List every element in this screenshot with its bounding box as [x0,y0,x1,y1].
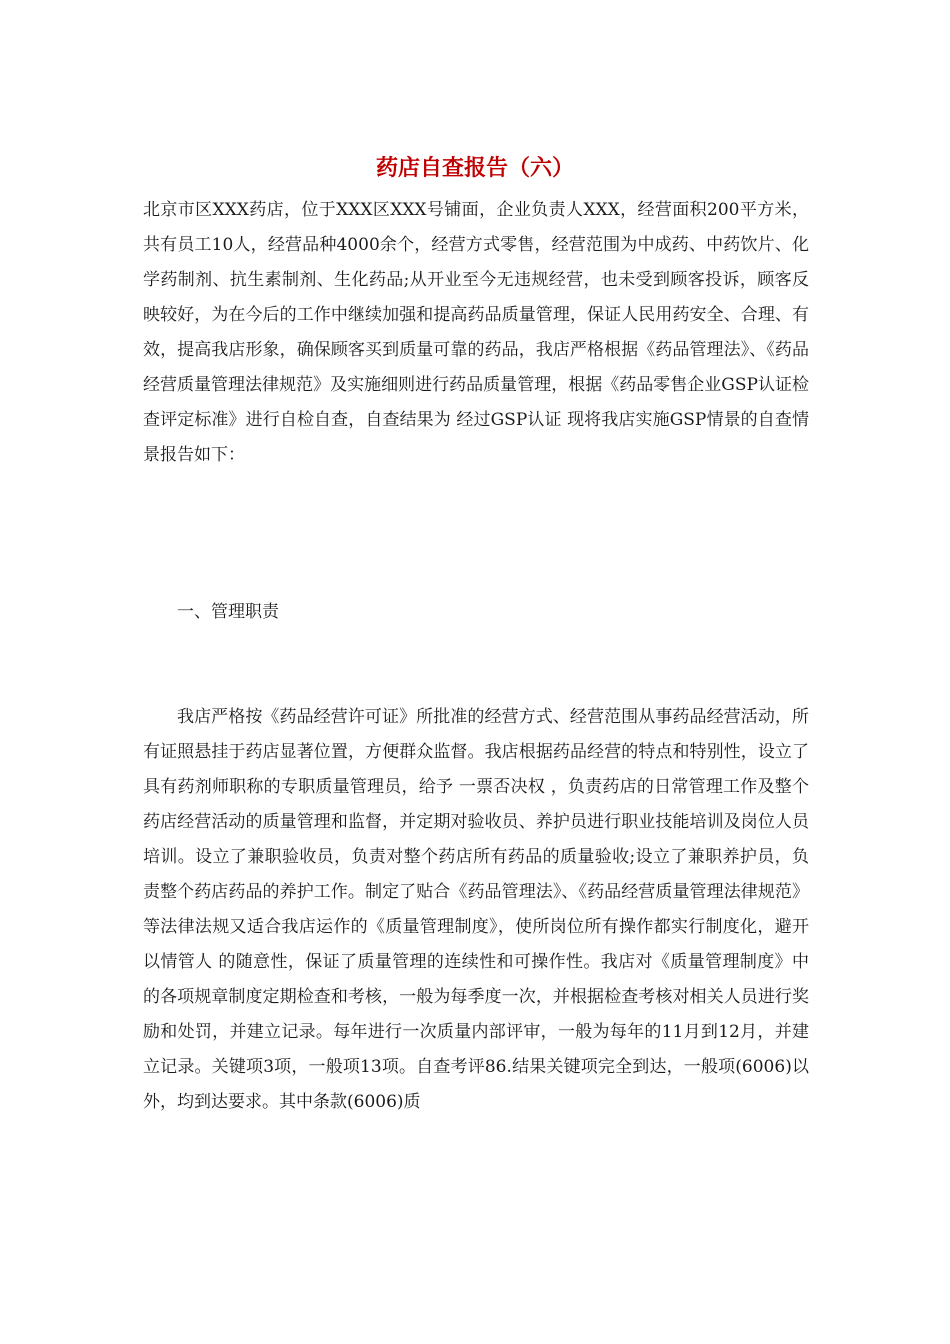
section-paragraph: 我店严格按《药品经营许可证》所批准的经营方式、经营范围从事药品经营活动，所有证照悬挂于药店显著位置，方便群众监督。我店根据药品经营的特点和特别性，设立了具有药剂师职称的专职质量管理员，给予 一票否决权 ，负责药店的日常管理工作及整个药店经营活动的质量管理和监督，并定期对验收员、养护员进行职业技能培训及岗位人员培训。设立了兼职验收员，负责对整个药店所有药品的质量验收;设立了兼职养护员，负责整个药店药品的养护工作。制定了贴合《药品管理法》、《药品经营质量管理法律规范》等法律法规又适合我店运作的《质量管理制度》，使所岗位所有操作都实行制度化，避开以情管人 的随意性，保证了质量管理的连续性和可操作性。我店对《质量管理制度》中的各项规章制度定期检查和考核，一般为每季度一次，并根据检查考核对相关人员进行奖励和处罚，并建立记录。每年进行一次质量内部评审，一般为每年的11月到12月，并建立记录。关键项3项，一般项13项。自查考评86.结果关键项完全到达，一般项(6006)以外，均到达要求。其中条款(6006)质 [143,707,809,1112]
section-heading: 一、管理职责 [177,602,279,622]
document-title: 药店自查报告（六） [375,155,574,181]
intro-paragraph: 北京市区XXX药店，位于XXX区XXX号铺面，企业负责人XXX，经营面积200平方米，共有员工10人，经营品种4000余个，经营方式零售，经营范围为中成药、中药饮片、化学药制剂、抗生素制剂、生化药品;从开业至今无违规经营，也未受到顾客投诉，顾客反映较好，为在今后的工作中继续加强和提高药品质量管理，保证人民用药安全、合理、有效，提高我店形象，确保顾客买到质量可靠的药品，我店严格根据《药品管理法》、《药品经营质量管理法律规范》及实施细则进行药品质量管理，根据《药品零售企业GSP认证检查评定标准》进行自检自查，自查结果为 经过GSP认证 现将我店实施GSP情景的自查情景报告如下： [143,200,809,465]
